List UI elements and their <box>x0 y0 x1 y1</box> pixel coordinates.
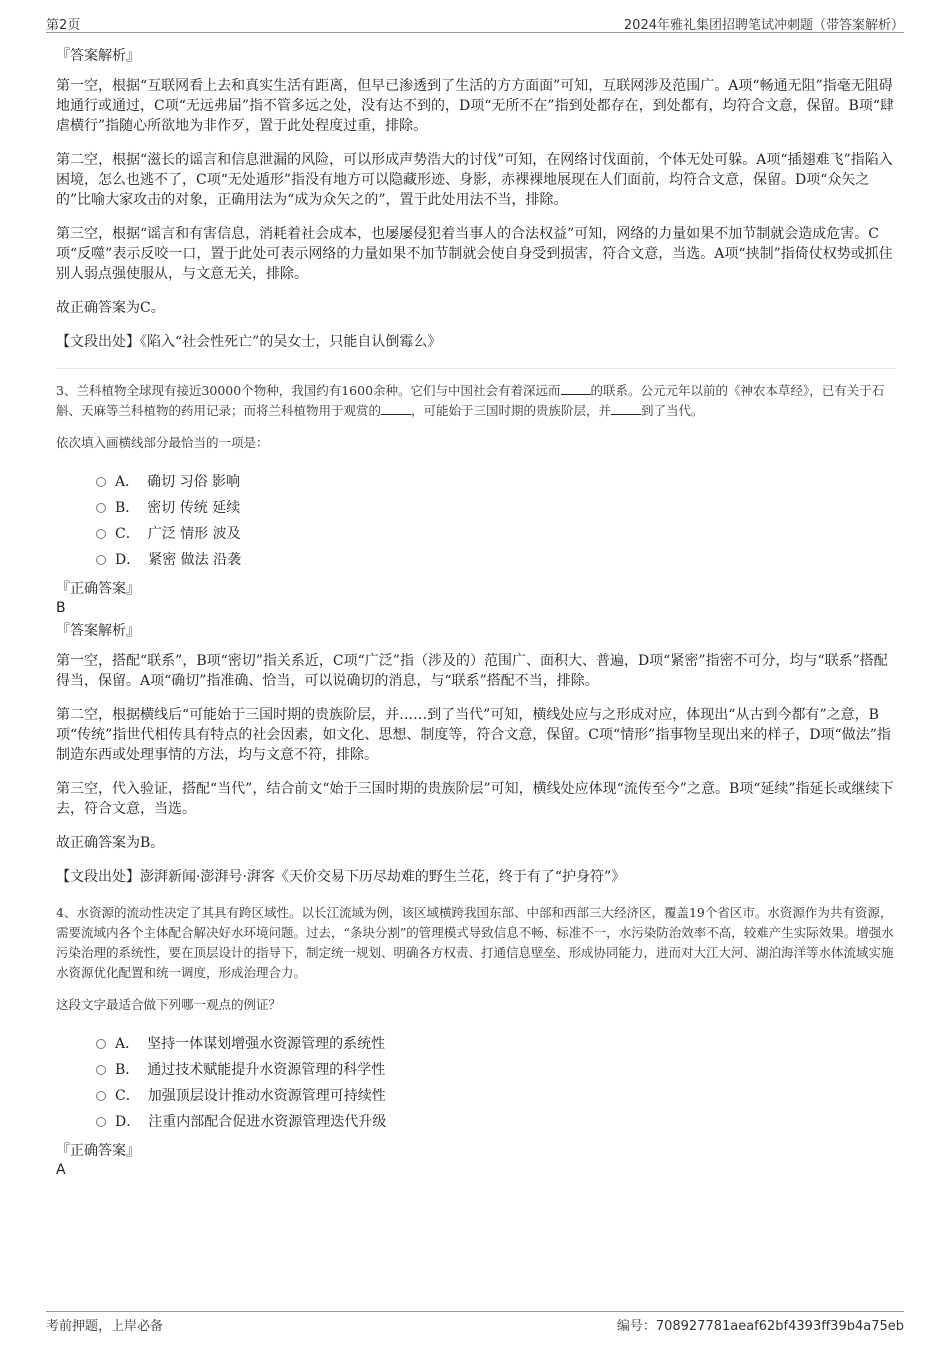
question-3-options <box>96 469 896 573</box>
analysis-paragraph: 第一空，搭配“联系”，B项“密切”指关系近，C项“广泛”指（涉及的）范围广、面积大、普遍，D项“紧密”指密不可分，均与“联系”搭配得当，保留。A项“确切”指准确、恰当，可以说确切的消息，与“联系”搭配不当，排除。 <box>56 653 888 689</box>
document-id: 编号：708927781aeaf62bf4393ff39b4a75eb <box>616 1319 904 1334</box>
blank-line <box>611 401 641 415</box>
analysis-paragraph: 第一空，根据“互联网看上去和真实生活有距离，但早已渗透到了生活的方方面面”可知，互联网涉及范围广。A项“畅通无阻”指毫无阻碍地通行或通过，C项“无远弗届”指不管多远之处，没有达不到的，D项“无所不在”指到处都存在，到处都有，均符合文意，保留。B项“肆虐横行”指随心所欲地为非作歹，置于此处程度过重，排除。 <box>56 78 895 134</box>
option-c[interactable]: C． 加强顶层设计推动水资源管理可持续性 <box>96 1083 896 1109</box>
radio-icon[interactable] <box>96 1065 106 1075</box>
analysis-conclusion: 故正确答案为B。 <box>56 835 165 851</box>
correct-answer: A <box>56 1162 66 1178</box>
question-3-text: 3、兰科植物全球现有接近30000个物种，我国约有1600余种。它们与中国社会有着深远而 的联系。公元元年以前的《神农本草经》，已有关于石斛、天麻等兰科植物的药用记录；而将兰科植物用于观赏的 ，可能始于三国时期的贵族阶层，并 到了当代。 <box>56 383 885 418</box>
radio-icon[interactable] <box>96 477 106 487</box>
correct-answer-label: 『正确答案』 <box>56 1143 140 1159</box>
page-footer <box>46 1311 904 1334</box>
radio-icon[interactable] <box>96 1039 106 1049</box>
option-c[interactable]: C． 广泛 情形 波及 <box>96 521 896 547</box>
source-note: 【文段出处】《陷入“社会性死亡”的吴女士，只能自认倒霉么》 <box>56 334 442 350</box>
blank-line <box>381 401 411 415</box>
radio-icon[interactable] <box>96 529 106 539</box>
page-number: 第2页 <box>46 18 81 33</box>
page-content <box>56 42 896 1183</box>
option-b[interactable]: B． 通过技术赋能提升水资源管理的科学性 <box>96 1057 896 1083</box>
radio-icon[interactable] <box>96 555 106 565</box>
option-d[interactable]: D． 紧密 做法 沿袭 <box>96 547 896 573</box>
analysis-paragraph: 第二空，根据“滋长的谣言和信息泄漏的风险，可以形成声势浩大的讨伐”可知，在网络讨伐面前，个体无处可躲。A项“插翅难飞”指陷入困境，怎么也逃不了，C项“无处遁形”指没有地方可以隐藏形迹、身影，赤裸裸地展现在人们面前，均符合文意，保留。D项“众矢之的”比喻大家攻击的对象，正确用法为“成为众矢之的”，置于此处用法不当，排除。 <box>56 152 893 208</box>
analysis-conclusion: 故正确答案为C。 <box>56 300 165 316</box>
footer-slogan: 考前押题，上岸必备 <box>46 1319 164 1334</box>
divider <box>56 368 896 369</box>
question-4-options <box>96 1031 896 1135</box>
source-note: 【文段出处】澎湃新闻·澎湃号·湃客《天价交易下历尽劫难的野生兰花，终于有了“护身符”》 <box>56 869 626 885</box>
analysis-label: 『答案解析』 <box>56 623 140 639</box>
correct-answer-label: 『正确答案』 <box>56 581 140 597</box>
option-b[interactable]: B． 密切 传统 延续 <box>96 495 896 521</box>
option-d[interactable]: D． 注重内部配合促进水资源管理迭代升级 <box>96 1109 896 1135</box>
radio-icon[interactable] <box>96 1117 106 1127</box>
analysis-paragraph: 第三空，根据“谣言和有害信息，消耗着社会成本，也屡屡侵犯着当事人的合法权益”可知，网络的力量如果不加节制就会造成危害。C项“反噬”表示反咬一口，置于此处可表示网络的力量如果不加节制就会使自身受到损害，符合文意，当选。A项“挟制”指倚仗权势或抓住别人弱点强使服从，与文意无关，排除。 <box>56 226 893 282</box>
document-title: 2024年雅礼集团招聘笔试冲刺题（带答案解析） <box>623 18 904 33</box>
question-3-prompt: 依次填入画横线部分最恰当的一项是： <box>56 435 269 450</box>
option-a[interactable]: A． 坚持一体谋划增强水资源管理的系统性 <box>96 1031 896 1057</box>
radio-icon[interactable] <box>96 503 106 513</box>
option-a[interactable]: A． 确切 习俗 影响 <box>96 469 896 495</box>
analysis-paragraph: 第二空，根据横线后“可能始于三国时期的贵族阶层，并……到了当代”可知，横线处应与之形成对应，体现出“从古到今都有”之意，B项“传统”指世代相传具有特点的社会因素，如文化、思想、制度等，符合文意，保留。C项“情形”指事物呈现出来的样子，D项“做法”指制造东西或处理事情的方法，均与文意不符，排除。 <box>56 707 891 763</box>
analysis-paragraph: 第三空，代入验证，搭配“当代”，结合前文“始于三国时期的贵族阶层”可知，横线处应体现“流传至今”之意。B项“延续”指延长或继续下去，符合文意，当选。 <box>56 781 894 817</box>
analysis-label: 『答案解析』 <box>56 48 140 64</box>
radio-icon[interactable] <box>96 1091 106 1101</box>
correct-answer: B <box>56 600 66 616</box>
page-header <box>46 12 904 33</box>
blank-line <box>561 381 591 395</box>
question-4-text: 4、水资源的流动性决定了其具有跨区域性。以长江流域为例，该区域横跨我国东部、中部和西部三大经济区，覆盖19个省区市。水资源作为共有资源，需要流域内各个主体配合解决好水环境问题。过去，“条块分割”的管理模式导致信息不畅、标准不一，水污染防治效率不高，较难产生实际效果。增强水污染治理的系统性，要在顶层设计的指导下，制定统一规划、明确各方权责、打通信息壁垒、形成协同能力，进而对大江大河、湖泊海洋等水体流域实施水资源优化配置和统一调度，形成治理合力。 <box>56 905 894 980</box>
question-4-prompt: 这段文字最适合做下列哪一观点的例证？ <box>56 997 282 1012</box>
